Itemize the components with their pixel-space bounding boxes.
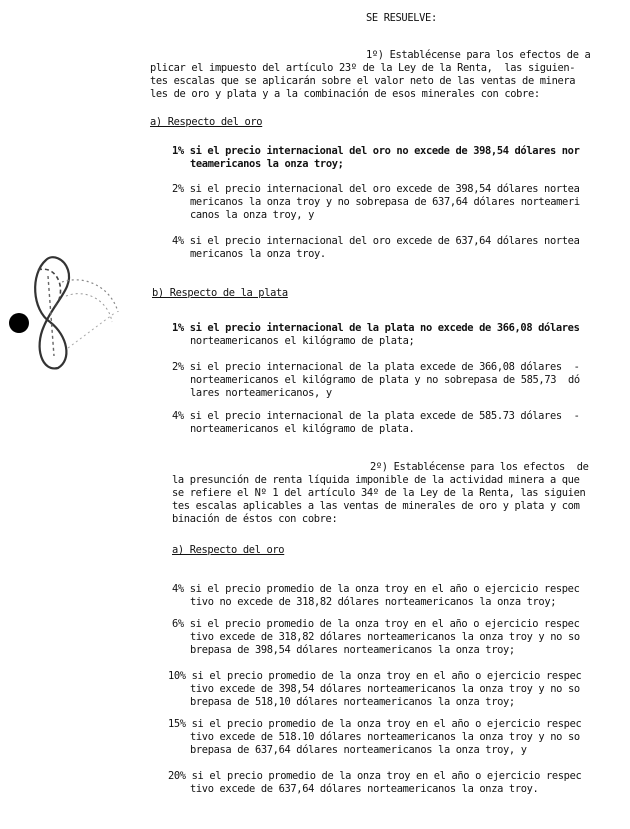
oro-item-2-line-2: mericanos la onza troy y no sobrepasa de 637,64 dólares norteameri: [190, 196, 580, 208]
oro-item-2-line-1: 2% si el precio internacional del oro excede de 398,54 dólares nortea: [172, 183, 580, 195]
p1-line-1: 1º) Establécense para los efectos de a: [366, 49, 591, 61]
section-label-oro: a) Respecto del oro: [150, 116, 263, 128]
oro-item-1-line-2: teamericanos la onza troy;: [190, 158, 344, 170]
section-label-plata: b) Respecto de la plata: [152, 287, 288, 299]
p1-line-4: les de oro y plata y a la combinación de esos minerales con cobre:: [150, 88, 540, 100]
oro2-item-3-line-1: 10% si el precio promedio de la onza troy en el año o ejercicio respec: [168, 670, 582, 682]
oro2-item-1-line-2: tivo no excede de 318,82 dólares norteamericanos la onza troy;: [190, 596, 557, 608]
seal-stamp-icon: [28, 252, 124, 372]
plata-item-2-line-3: lares norteamericanos, y: [190, 387, 332, 399]
p1-line-2: plicar el impuesto del artículo 23º de la Ley de la Renta, las siguien-: [150, 62, 576, 74]
oro2-item-1-line-1: 4% si el precio promedio de la onza troy en el año o ejercicio respec: [172, 583, 580, 595]
oro2-item-2-line-3: brepasa de 398,54 dólares norteamericanos la onza troy;: [190, 644, 515, 656]
oro-item-1-line-1: 1% si el precio internacional del oro no excede de 398,54 dólares nor: [172, 145, 580, 157]
oro-item-3-line-1: 4% si el precio internacional del oro excede de 637,64 dólares nortea: [172, 235, 580, 247]
p2-line-1: 2º) Establécense para los efectos de: [370, 461, 589, 473]
plata-item-1-line-2: norteamericanos el kilógramo de plata;: [190, 335, 415, 347]
p2-line-2: la presunción de renta líquida imponible de la actividad minera a que: [172, 474, 580, 486]
p2-line-4: tes escalas aplicables a las ventas de minerales de oro y plata y com: [172, 500, 580, 512]
oro2-item-2-line-2: tivo excede de 318,82 dólares norteamericanos la onza troy y no so: [190, 631, 580, 643]
oro2-item-3-line-2: tivo excede de 398,54 dólares norteamericanos la onza troy y no so: [190, 683, 580, 695]
p2-line-3: se refiere el Nº 1 del artículo 34º de la Ley de la Renta, las siguien: [172, 487, 586, 499]
heading: SE RESUELVE:: [366, 12, 437, 24]
punch-hole-dot: [9, 313, 29, 333]
plata-item-3-line-1: 4% si el precio internacional de la plata excede de 585.73 dólares -: [172, 410, 580, 422]
plata-item-1-line-1: 1% si el precio internacional de la plata no excede de 366,08 dólares: [172, 322, 580, 334]
oro2-item-2-line-1: 6% si el precio promedio de la onza troy en el año o ejercicio respec: [172, 618, 580, 630]
section-label-oro-2: a) Respecto del oro: [172, 544, 285, 556]
p2-line-5: binación de éstos con cobre:: [172, 513, 338, 525]
oro2-item-4-line-1: 15% si el precio promedio de la onza troy en el año o ejercicio respec: [168, 718, 582, 730]
oro-item-3-line-2: mericanos la onza troy.: [190, 248, 326, 260]
oro-item-2-line-3: canos la onza troy, y: [190, 209, 315, 221]
oro2-item-3-line-3: brepasa de 518,10 dólares norteamericanos la onza troy;: [190, 696, 515, 708]
plata-item-2-line-2: norteamericanos el kilógramo de plata y no sobrepasa de 585,73 dó: [190, 374, 580, 386]
plata-item-2-line-1: 2% si el precio internacional de la plata excede de 366,08 dólares -: [172, 361, 580, 373]
p1-line-3: tes escalas que se aplicarán sobre el valor neto de las ventas de minera: [150, 75, 576, 87]
oro2-item-4-line-2: tivo excede de 518.10 dólares norteamericanos la onza troy y no so: [190, 731, 580, 743]
oro2-item-5-line-2: tivo excede de 637,64 dólares norteamericanos la onza troy.: [190, 783, 539, 795]
plata-item-3-line-2: norteamericanos el kilógramo de plata.: [190, 423, 415, 435]
oro2-item-5-line-1: 20% si el precio promedio de la onza troy en el año o ejercicio respec: [168, 770, 582, 782]
oro2-item-4-line-3: brepasa de 637,64 dólares norteamericanos la onza troy, y: [190, 744, 527, 756]
